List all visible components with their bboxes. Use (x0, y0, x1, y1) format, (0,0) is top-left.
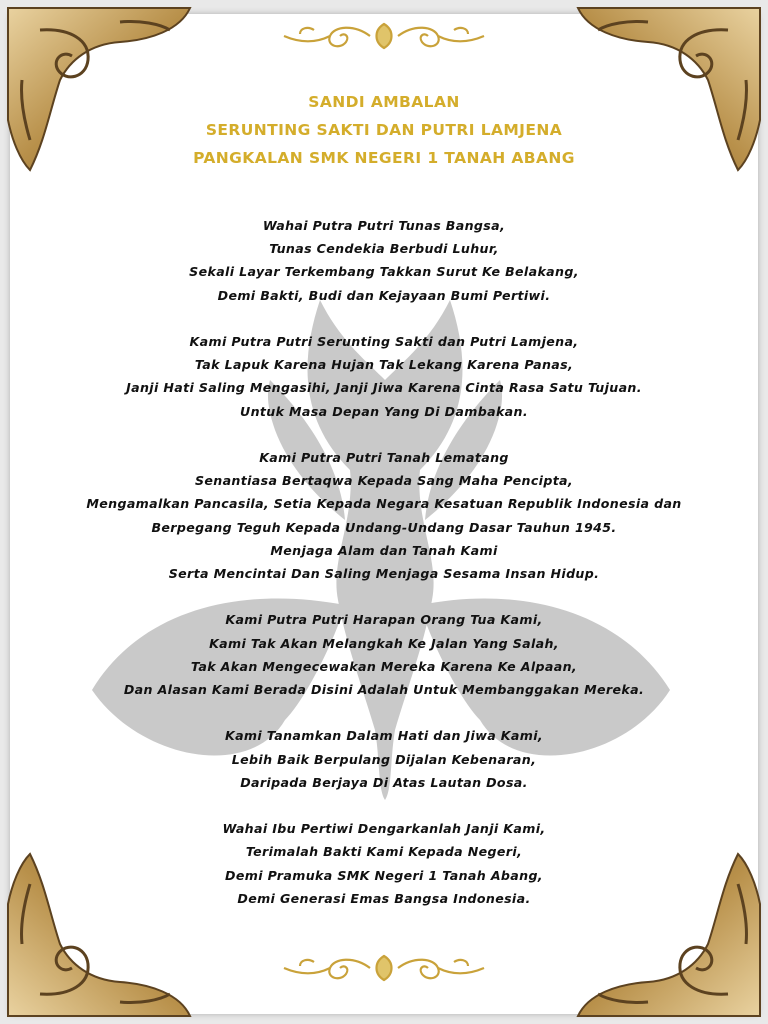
verse-line: Kami Tanamkan Dalam Hati dan Jiwa Kami, (224, 728, 544, 744)
verse-line: Tak Lapuk Karena Hujan Tak Lekang Karena Panas, (194, 357, 574, 373)
stanza (0, 608, 768, 701)
scroll-ornament-icon (274, 16, 494, 56)
title-line: SERUNTING SAKTI DAN PUTRI LAMJENA (205, 121, 563, 139)
verse-line: Demi Generasi Emas Bangsa Indonesia. (237, 890, 531, 906)
verse-line: Wahai Ibu Pertiwi Dengarkanlah Janji Kami, (222, 821, 546, 837)
verse-line: Demi Bakti, Budi dan Kejayaan Bumi Pertiwi. (217, 287, 551, 303)
verse-line: Sekali Layar Terkembang Takkan Surut Ke Belakang, (189, 264, 579, 280)
stanza (0, 446, 768, 585)
verse-line: Dan Alasan Kami Berada Disini Adalah Untuk Membanggakan Mereka. (123, 682, 645, 698)
verse-line: Kami Putra Putri Serunting Sakti dan Putri Lamjena, (189, 334, 579, 349)
verse-line: Untuk Masa Depan Yang Di Dambakan. (240, 403, 528, 419)
verse-line: Demi Pramuka SMK Negeri 1 Tanah Abang, (225, 867, 543, 883)
verse-line: Terimalah Bakti Kami Kepada Negeri, (245, 844, 523, 860)
verse-line: Janji Hati Saling Mengasihi, Janji Jiwa Karena Cinta Rasa Satu Tujuan. (126, 380, 642, 396)
stanza (0, 214, 768, 307)
verse-line: Menjaga Alam dan Tanah Kami (270, 542, 498, 558)
verse-line: Berpegang Teguh Kepada Undang-Undang Dasar Tauhun 1945. (151, 519, 617, 535)
verse-line: Kami Putra Putri Harapan Orang Tua Kami, (225, 612, 543, 628)
stanza (0, 724, 768, 794)
verse-line: Tak Akan Mengecewakan Mereka Karena Ke Alpaan, (190, 658, 578, 674)
stanza (0, 330, 768, 423)
verse-line: Wahai Putra Putri Tunas Bangsa, (262, 218, 506, 233)
verse-body (0, 214, 768, 933)
title-line: PANGKALAN SMK NEGERI 1 TANAH ABANG (193, 149, 575, 167)
scroll-ornament-icon (274, 948, 494, 988)
stanza (0, 817, 768, 910)
verse-line: Daripada Berjaya Di Atas Lautan Dosa. (240, 774, 528, 790)
title-line: SANDI AMBALAN (308, 93, 460, 111)
verse-line: Serta Mencintai Dan Saling Menjaga Sesama Insan Hidup. (168, 566, 600, 582)
verse-line: Kami Putra Putri Tanah Lematang (259, 450, 509, 465)
verse-line: Kami Tak Akan Melangkah Ke Jalan Yang Salah, (209, 635, 559, 651)
document-title (0, 88, 768, 172)
verse-line: Tunas Cendekia Berbudi Luhur, (269, 241, 499, 257)
verse-line: Mengamalkan Pancasila, Setia Kepada Negara Kesatuan Republik Indonesia dan (86, 496, 682, 512)
verse-line: Lebih Baik Berpulang Dijalan Kebenaran, (231, 751, 537, 767)
verse-line: Senantiasa Bertaqwa Kepada Sang Maha Pencipta, (194, 473, 574, 489)
